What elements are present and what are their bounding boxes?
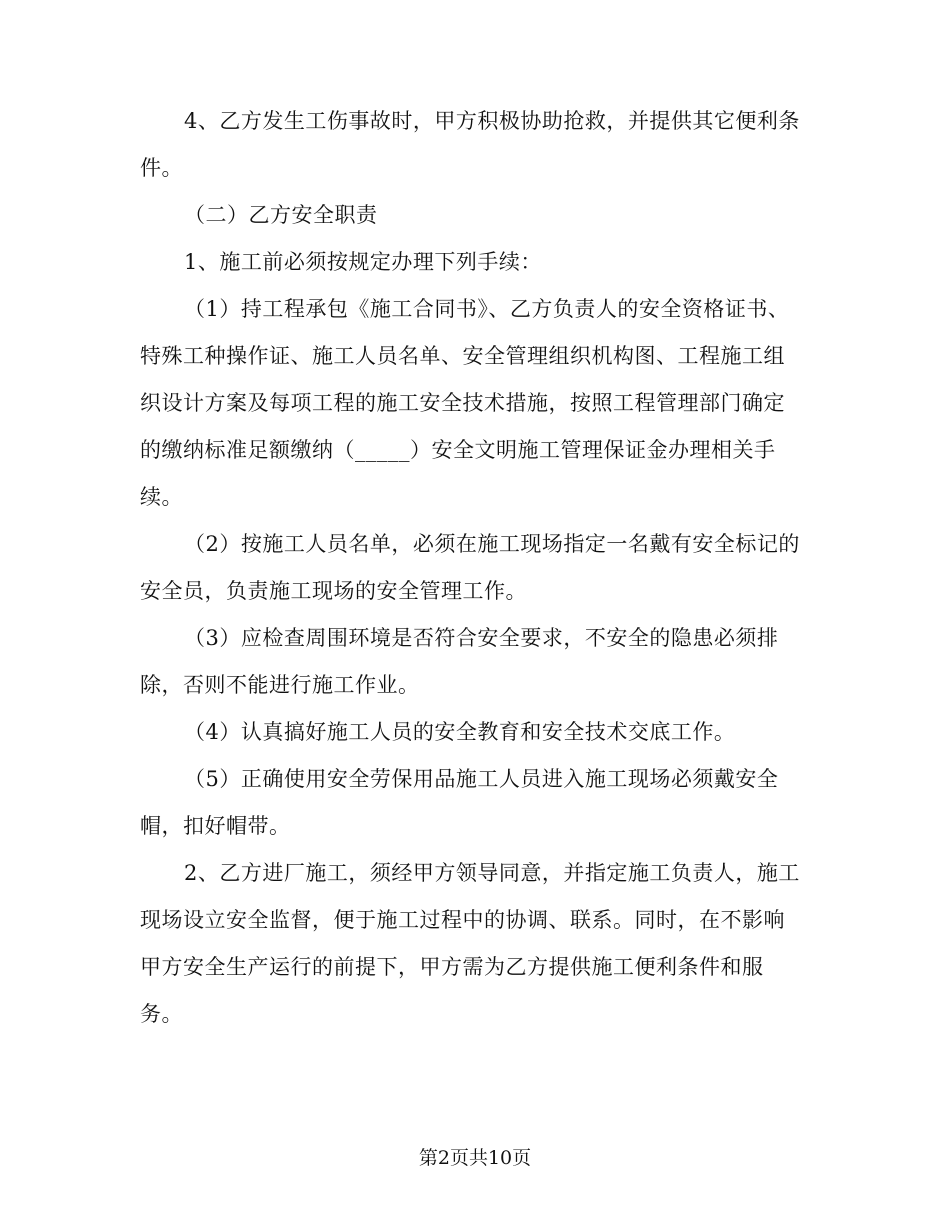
text-line: 安全员，负责施工现场的安全管理工作。 [140, 579, 527, 603]
paragraph-injury-assistance [140, 98, 812, 192]
text-line: 的缴纳标准足额缴纳（_____）安全文明施工管理保证金办理相关手 [140, 438, 776, 462]
text-line: （二）乙方安全职责 [184, 203, 378, 227]
text-line: 2、乙方进厂施工，须经甲方领导同意，并指定施工负责人，施工 [184, 861, 800, 885]
paragraph-item-1 [140, 286, 812, 521]
text-line: 4、乙方发生工伤事故时，甲方积极协助抢救，并提供其它便利条 [184, 109, 800, 133]
document-body [140, 98, 812, 1038]
text-line: 特殊工种操作证、施工人员名单、安全管理组织机构图、工程施工组 [140, 344, 785, 368]
paragraph-item-5 [140, 756, 812, 850]
text-line: 1、施工前必须按规定办理下列手续： [184, 250, 542, 274]
text-line: 织设计方案及每项工程的施工安全技术措施，按照工程管理部门确定 [140, 391, 785, 415]
paragraph-item-4 [140, 709, 812, 756]
text-line: （2）按施工人员名单，必须在施工现场指定一名戴有安全标记的 [184, 532, 800, 556]
text-line: 续。 [140, 485, 183, 509]
text-line: 甲方安全生产运行的前提下，甲方需为乙方提供施工便利条件和服 [140, 955, 764, 979]
paragraph-site-entry [140, 850, 812, 1038]
paragraph-pre-construction [140, 239, 812, 286]
text-line: 帽，扣好帽带。 [140, 814, 291, 838]
section-heading-party-b-duties [140, 192, 812, 239]
text-line: （3）应检查周围环境是否符合安全要求，不安全的隐患必须排 [184, 626, 779, 650]
text-line: 除，否则不能进行施工作业。 [140, 673, 420, 697]
text-line: 务。 [140, 1002, 183, 1026]
text-line: 现场设立安全监督，便于施工过程中的协调、联系。同时，在不影响 [140, 908, 785, 932]
text-line: （4）认真搞好施工人员的安全教育和安全技术交底工作。 [184, 720, 736, 744]
text-line: 件。 [140, 156, 183, 180]
paragraph-item-2 [140, 521, 812, 615]
page-number-footer: 第2页共10页 [418, 1147, 532, 1169]
text-line: （5）正确使用安全劳保用品施工人员进入施工现场必须戴安全 [184, 767, 779, 791]
paragraph-item-3 [140, 615, 812, 709]
text-line: （1）持工程承包《施工合同书》、乙方负责人的安全资格证书、 [184, 297, 790, 321]
